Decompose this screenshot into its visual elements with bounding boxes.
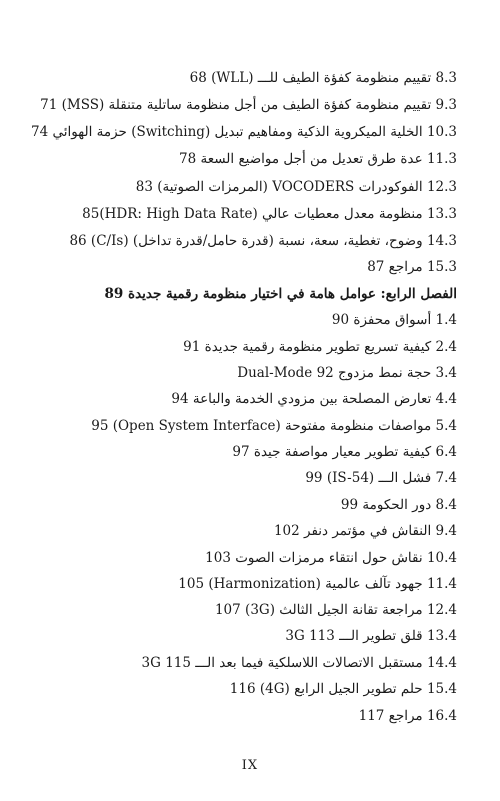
toc-entry-12-4: 12.4 مراجعة تقانة الجيل الثالث (3G) 107 [214,602,457,618]
toc-entry-15-4: 15.4 حلم تطوير الجيل الرابع (4G) 116 [229,681,457,697]
toc-entry-2-4: 2.4 كيفية تسريع تطوير منظومة رقمية جديدة 91 [183,339,457,355]
toc-entry-5-4: 5.4 مواصفات منظومة مفتوحة (Open System Interface) 95 [91,418,457,434]
toc-entry-13-3: 13.3 منظومة معدل معطيات عالي (HDR: High Data Rate)85 [82,206,457,222]
toc-entry-8-3: 8.3 تقييم منظومة كفؤة الطيف للـــ (WLL) 68 [189,70,457,86]
toc-entry-11-4: 11.4 جهود تآلف عالمية (Harmonization) 105 [178,576,457,592]
toc-entry-12-3: 12.3 الفوكودرات VOCODERS (المرمزات الصوتية) 83 [135,179,457,195]
toc-entry-9-4: 9.4 النقاش في مؤتمر دنفر 102 [273,523,457,539]
toc-entry-6-4: 6.4 كيفية تطوير معيار مواصفة جيدة 97 [232,444,457,460]
toc-entry-13-4: 13.4 قلق تطوير الـــ 3G 113 [285,628,457,644]
toc-entry-9-3: 9.3 تقييم منظومة كفؤة الطيف من أجل منظومة ساتلية متنقلة (MSS) 71 [40,97,457,113]
toc-entry-16-4: 16.4 مراجع 117 [358,708,457,724]
toc-entry-14-4: 14.4 مستقبل الاتصالات اللاسلكية فيما بعد الـــ 3G 115 [141,655,457,671]
toc-entry-3-4: 3.4 حجة نمط مزدوج Dual-Mode 92 [237,365,457,381]
toc-entry-15-3: 15.3 مراجع 87 [367,259,457,275]
toc-entry-10-4: 10.4 نقاش حول انتقاء مرمزات الصوت 103 [205,550,457,566]
toc-entry-1-4: 1.4 أسواق محفزة 90 [331,312,457,328]
toc-entry-7-4: 7.4 فشل الـــ (IS-54) 99 [305,470,457,486]
toc-chapter-4-title: الفصل الرابع: عوامل هامة في اختيار منظومة رقمية جديدة 89 [104,286,457,302]
toc-entry-8-4: 8.4 دور الحكومة 99 [340,497,457,513]
toc-entry-14-3: 14.3 وضوح، تغطية، سعة، نسبة (قدرة حامل/قدرة تداخل) (C/Is) 86 [69,233,457,249]
toc-entry-10-3: 10.3 الخلية الميكروية الذكية ومفاهيم تبديل (Switching) حزمة الهوائي 74 [31,124,457,140]
toc-entry-11-3: 11.3 عدة طرق تعديل من أجل مواضيع السعة 78 [179,151,457,167]
toc-entry-4-4: 4.4 تعارض المصلحة بين مزودي الخدمة والباعة 94 [171,391,457,407]
page-number: IX [241,758,259,773]
